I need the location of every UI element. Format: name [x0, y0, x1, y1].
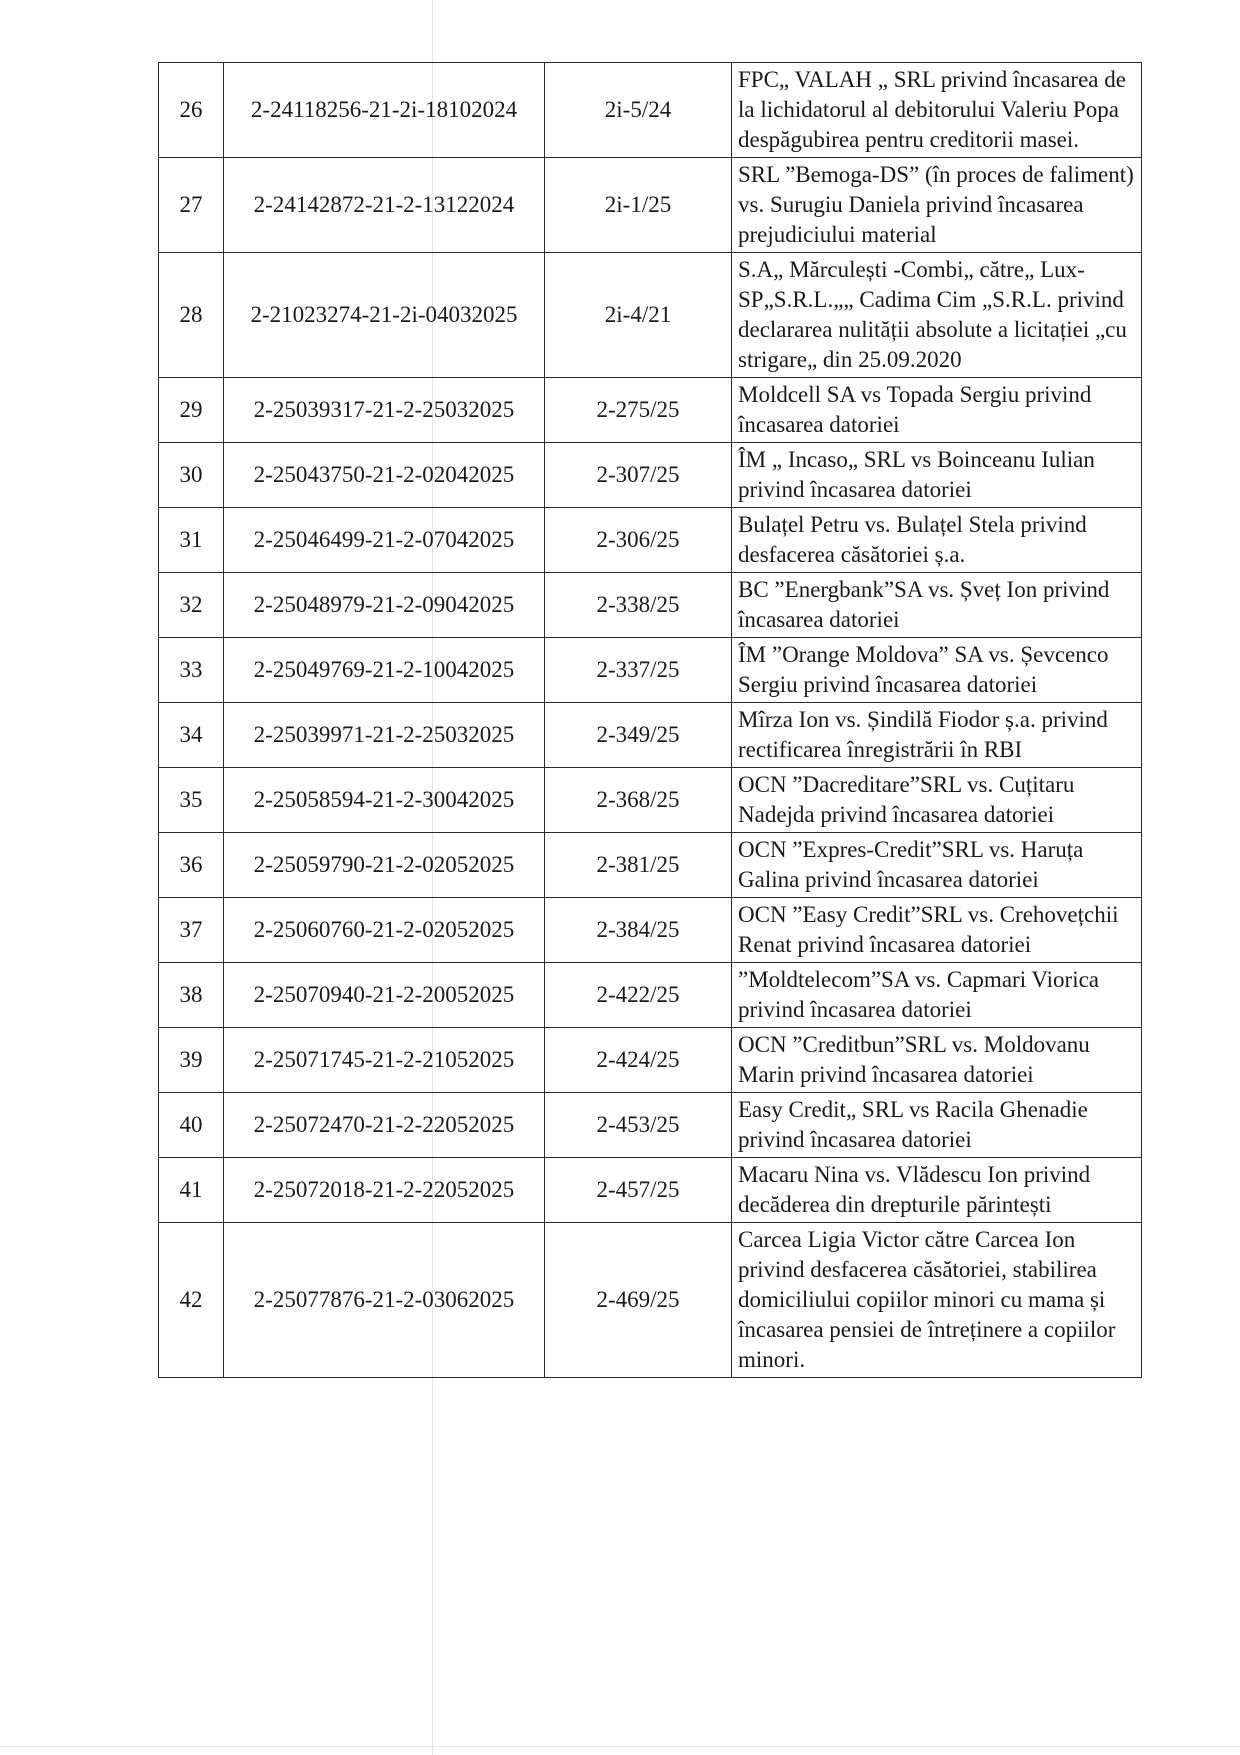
case-id: 2-25058594-21-2-30042025	[224, 768, 545, 833]
file-number: 2-453/25	[545, 1093, 732, 1158]
case-id: 2-25048979-21-2-09042025	[224, 573, 545, 638]
case-description: OCN ”Easy Credit”SRL vs. Crehovețchii Renat privind încasarea datoriei	[732, 898, 1142, 963]
case-description: Bulațel Petru vs. Bulațel Stela privind desfacerea căsătoriei ș.a.	[732, 508, 1142, 573]
case-id: 2-25060760-21-2-02052025	[224, 898, 545, 963]
row-number: 26	[159, 63, 224, 158]
table-row	[159, 1223, 1142, 1378]
file-number: 2-457/25	[545, 1158, 732, 1223]
row-number: 41	[159, 1158, 224, 1223]
file-number: 2-349/25	[545, 703, 732, 768]
case-description: Macaru Nina vs. Vlădescu Ion privind decăderea din drepturile părintești	[732, 1158, 1142, 1223]
file-number: 2-307/25	[545, 443, 732, 508]
page-bottom-edge	[0, 1746, 1240, 1747]
case-description: ÎM „ Incaso„ SRL vs Boinceanu Iulian privind încasarea datoriei	[732, 443, 1142, 508]
case-id: 2-25043750-21-2-02042025	[224, 443, 545, 508]
file-number: 2-422/25	[545, 963, 732, 1028]
row-number: 38	[159, 963, 224, 1028]
file-number: 2-338/25	[545, 573, 732, 638]
file-number: 2i-1/25	[545, 158, 732, 253]
file-number: 2i-5/24	[545, 63, 732, 158]
table-row	[159, 963, 1142, 1028]
row-number: 36	[159, 833, 224, 898]
case-description: OCN ”Dacreditare”SRL vs. Cuțitaru Nadejda privind încasarea datoriei	[732, 768, 1142, 833]
table-row	[159, 378, 1142, 443]
case-id: 2-25059790-21-2-02052025	[224, 833, 545, 898]
row-number: 32	[159, 573, 224, 638]
case-id: 2-24118256-21-2i-18102024	[224, 63, 545, 158]
file-number: 2i-4/21	[545, 253, 732, 378]
case-id: 2-25070940-21-2-20052025	[224, 963, 545, 1028]
case-id: 2-21023274-21-2i-04032025	[224, 253, 545, 378]
case-id: 2-25072018-21-2-22052025	[224, 1158, 545, 1223]
case-id: 2-25046499-21-2-07042025	[224, 508, 545, 573]
table-row	[159, 898, 1142, 963]
table-row	[159, 253, 1142, 378]
table-row	[159, 1028, 1142, 1093]
case-id: 2-25049769-21-2-10042025	[224, 638, 545, 703]
cases-table-body	[159, 63, 1142, 1378]
table-row	[159, 443, 1142, 508]
case-id: 2-24142872-21-2-13122024	[224, 158, 545, 253]
row-number: 30	[159, 443, 224, 508]
row-number: 31	[159, 508, 224, 573]
row-number: 42	[159, 1223, 224, 1378]
row-number: 33	[159, 638, 224, 703]
case-description: OCN ”Expres-Credit”SRL vs. Haruța Galina privind încasarea datoriei	[732, 833, 1142, 898]
case-id: 2-25077876-21-2-03062025	[224, 1223, 545, 1378]
row-number: 37	[159, 898, 224, 963]
case-id: 2-25072470-21-2-22052025	[224, 1093, 545, 1158]
case-description: Carcea Ligia Victor către Carcea Ion privind desfacerea căsătoriei, stabilirea domiciliului copiilor minori cu mama și încasarea pensiei de întreținere a copiilor minori.	[732, 1223, 1142, 1378]
case-description: Easy Credit„ SRL vs Racila Ghenadie privind încasarea datoriei	[732, 1093, 1142, 1158]
case-description: BC ”Energbank”SA vs. Șveț Ion privind încasarea datoriei	[732, 573, 1142, 638]
table-row	[159, 1093, 1142, 1158]
table-row	[159, 768, 1142, 833]
case-description: Mîrza Ion vs. Șindilă Fiodor ș.a. privind rectificarea înregistrării în RBI	[732, 703, 1142, 768]
row-number: 39	[159, 1028, 224, 1093]
row-number: 27	[159, 158, 224, 253]
case-description: ”Moldtelecom”SA vs. Capmari Viorica privind încasarea datoriei	[732, 963, 1142, 1028]
cases-table	[158, 62, 1142, 1378]
table-row	[159, 573, 1142, 638]
file-number: 2-306/25	[545, 508, 732, 573]
file-number: 2-337/25	[545, 638, 732, 703]
row-number: 29	[159, 378, 224, 443]
table-row	[159, 703, 1142, 768]
case-description: FPC„ VALAH „ SRL privind încasarea de la lichidatorul al debitorului Valeriu Popa despăgubirea pentru creditorii masei.	[732, 63, 1142, 158]
row-number: 28	[159, 253, 224, 378]
table-row	[159, 158, 1142, 253]
file-number: 2-384/25	[545, 898, 732, 963]
file-number: 2-275/25	[545, 378, 732, 443]
row-number: 35	[159, 768, 224, 833]
case-description: OCN ”Creditbun”SRL vs. Moldovanu Marin privind încasarea datoriei	[732, 1028, 1142, 1093]
case-description: SRL ”Bemoga-DS” (în proces de faliment) vs. Surugiu Daniela privind încasarea prejudiciului material	[732, 158, 1142, 253]
file-number: 2-381/25	[545, 833, 732, 898]
case-description: ÎM ”Orange Moldova” SA vs. Șevcenco Sergiu privind încasarea datoriei	[732, 638, 1142, 703]
table-row	[159, 638, 1142, 703]
case-description: Moldcell SA vs Topada Sergiu privind încasarea datoriei	[732, 378, 1142, 443]
row-number: 40	[159, 1093, 224, 1158]
row-number: 34	[159, 703, 224, 768]
table-row	[159, 508, 1142, 573]
file-number: 2-469/25	[545, 1223, 732, 1378]
table-row	[159, 1158, 1142, 1223]
file-number: 2-424/25	[545, 1028, 732, 1093]
file-number: 2-368/25	[545, 768, 732, 833]
case-description: S.A„ Mărculești -Combi„ către„ Lux-SP„S.R.L.„„ Cadima Cim „S.R.L. privind declararea nulității absolute a licitației „cu strigare„ din 25.09.2020	[732, 253, 1142, 378]
table-row	[159, 63, 1142, 158]
case-id: 2-25071745-21-2-21052025	[224, 1028, 545, 1093]
case-id: 2-25039317-21-2-25032025	[224, 378, 545, 443]
case-id: 2-25039971-21-2-25032025	[224, 703, 545, 768]
table-row	[159, 833, 1142, 898]
